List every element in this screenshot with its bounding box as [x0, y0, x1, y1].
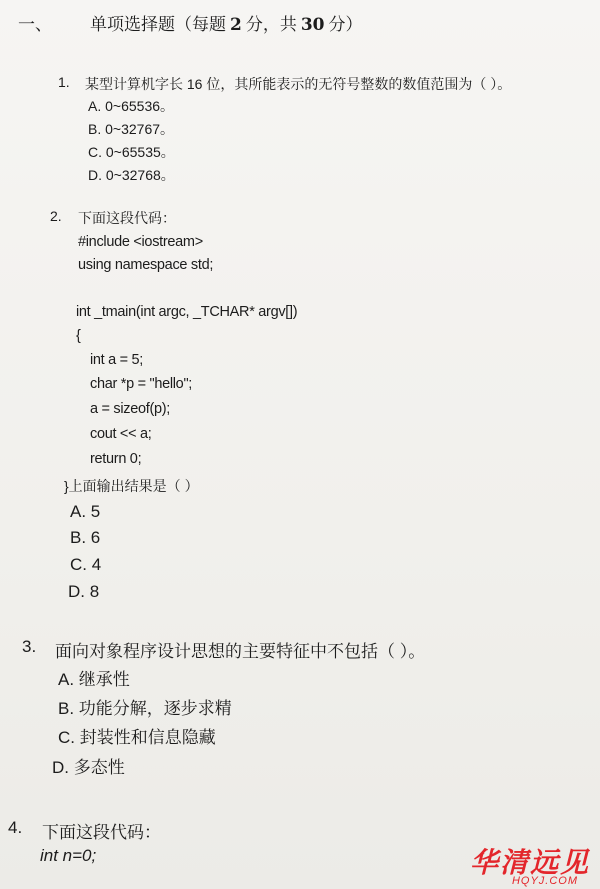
q3-option-a: A. 继承性 [58, 670, 130, 689]
brand-watermark [446, 841, 596, 887]
q2-code-line-6: char *p = "hello"; [90, 376, 193, 392]
section-points: 2 [230, 15, 242, 35]
q4-code-line-1: int n=0; [40, 846, 97, 865]
q2-number: 2. [50, 208, 62, 224]
q2-code-line-8: cout << a; [90, 426, 152, 442]
q1-option-d: D. 0~32768。 [88, 167, 175, 183]
q4-text: 下面这段代码： [42, 823, 161, 842]
q2-code-line-1: #include <iostream> [78, 234, 203, 250]
q1-text: 某型计算机字长 16 位，其所能表示的无符号整数的数值范围为（ ）。 [85, 76, 512, 92]
section-end: 分） [328, 15, 363, 35]
q2-text: 下面这段代码： [78, 210, 176, 226]
q2-option-b: B. 6 [70, 528, 101, 547]
q2-question-line: }上面输出结果是（ ） [64, 478, 199, 494]
q1-number: 1. [58, 74, 70, 90]
watermark-domain: HQYJ.COM [511, 875, 578, 887]
q1-option-b: B. 0~32767。 [88, 121, 175, 137]
q2-code-line-4: { [76, 328, 81, 344]
q2-code-line-7: a = sizeof(p); [90, 401, 171, 417]
q2-code-line-2: using namespace std; [78, 257, 214, 273]
q2-code-line-3: int _tmain(int argc, _TCHAR* argv[]) [76, 304, 298, 320]
q3-text: 面向对象程序设计思想的主要特征中不包括（ ）。 [55, 642, 426, 661]
q2-option-c: C. 4 [70, 555, 102, 574]
section-mid: 分，共 [245, 15, 297, 35]
q2-option-a: A. 5 [70, 502, 101, 521]
q3-option-c: C. 封装性和信息隐藏 [58, 728, 216, 747]
watermark-logo-text: 华清远见 [469, 847, 590, 878]
q2-option-d: D. 8 [68, 582, 100, 601]
section-heading [90, 10, 363, 35]
q3-option-b: B. 功能分解，逐步求精 [58, 699, 232, 718]
section-title: 单项选择题（每题 [90, 15, 226, 35]
section-number: 一、 [18, 15, 52, 35]
q3-number: 3. [22, 637, 37, 656]
section-total: 30 [300, 15, 325, 35]
q1-option-c: C. 0~65535。 [88, 144, 175, 160]
q2-code-line-9: return 0; [90, 451, 142, 467]
q2-code-line-5: int a = 5; [90, 352, 144, 368]
q3-option-d: D. 多态性 [52, 758, 125, 777]
q1-option-a: A. 0~65536。 [88, 98, 175, 114]
q4-number: 4. [8, 818, 23, 837]
